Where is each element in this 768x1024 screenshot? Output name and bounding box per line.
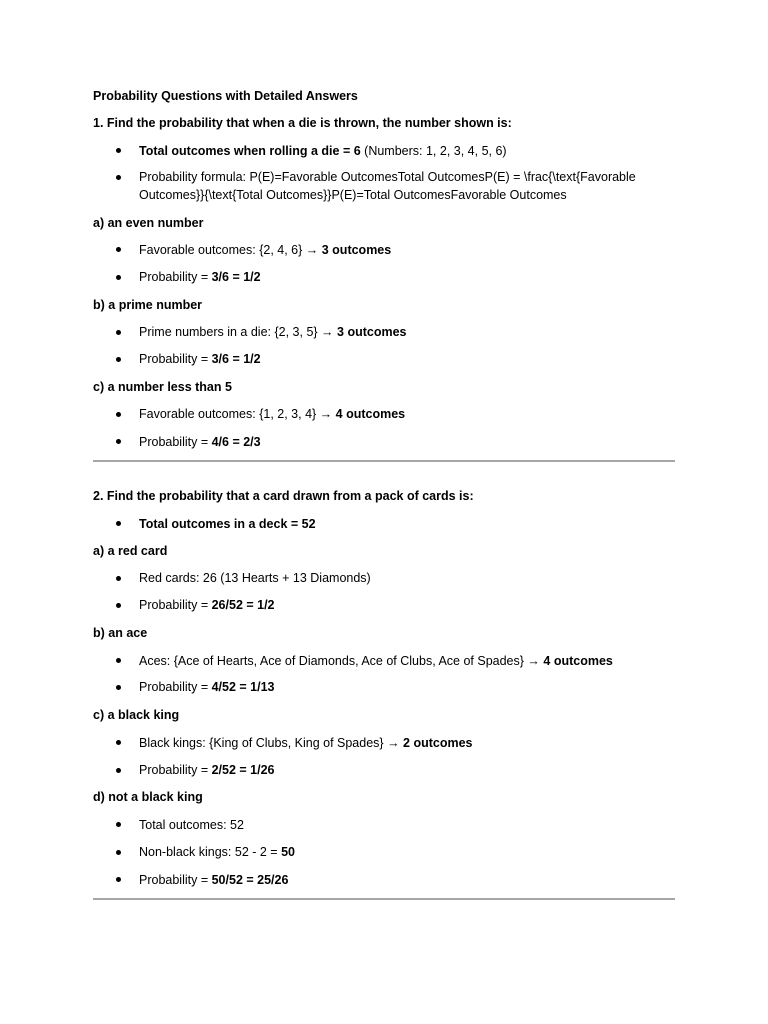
- q2-b-fav-bold: 4 outcomes: [543, 654, 613, 668]
- q1-b-fav-bold: 3 outcomes: [337, 325, 407, 339]
- q1-a-fav-bold: 3 outcomes: [321, 243, 392, 257]
- bullet-icon: [116, 357, 121, 362]
- q2-a-prob-bold: 26/52 = 1/2: [211, 598, 275, 612]
- q1-a-prob-text: Probability =: [139, 270, 212, 284]
- q2-b-fav-text: Aces: {Ace of Hearts, Ace of Diamonds, Ace of Clubs, Ace of Spades} →: [139, 654, 544, 668]
- bullet-icon: [116, 822, 121, 827]
- question-2-heading: 2. Find the probability that a card drawn from a pack of cards is:: [93, 489, 474, 503]
- q1-formula-line-1: Probability formula: P(E)=Favorable OutcomesTotal OutcomesP(E) = \frac{\text{Favorable: [139, 170, 636, 184]
- bullet-icon: [116, 685, 121, 690]
- q2-a-favorable: Red cards: 26 (13 Hearts + 13 Diamonds): [139, 571, 371, 585]
- bullet-icon: [116, 603, 121, 608]
- q1-c-fav-bold: 4 outcomes: [335, 407, 406, 421]
- q1-b-favorable: [139, 323, 407, 341]
- q1-total-outcomes: [139, 142, 507, 160]
- q1-formula-line-2: Outcomes}}{\text{Total Outcomes}}P(E)=Total OutcomesFavorable Outcomes: [139, 188, 567, 202]
- q2-c-heading: c) a black king: [93, 708, 180, 722]
- q2-d-prob-text: Probability =: [139, 873, 212, 887]
- bullet-icon: [116, 850, 121, 855]
- bullet-icon: [116, 175, 121, 180]
- q1-c-prob-text: Probability =: [139, 435, 212, 449]
- q1-b-prob-bold: 3/6 = 1/2: [211, 352, 261, 366]
- q2-b-prob-bold: 4/52 = 1/13: [211, 680, 275, 694]
- document-title: Probability Questions with Detailed Answers: [93, 89, 358, 103]
- bullet-icon: [116, 576, 121, 581]
- q2-total-bold: Total outcomes in a deck = 52: [139, 517, 316, 531]
- q2-a-heading: a) a red card: [93, 544, 168, 558]
- bullet-icon: [116, 768, 121, 773]
- q1-b-heading: b) a prime number: [93, 298, 203, 312]
- bullet-icon: [116, 247, 121, 252]
- q2-c-favorable: [139, 734, 473, 752]
- bullet-icon: [116, 877, 121, 882]
- q1-a-probability: [139, 268, 261, 286]
- bullet-icon: [116, 658, 121, 663]
- bullet-icon: [116, 439, 121, 444]
- q1-a-heading: a) an even number: [93, 216, 204, 230]
- q2-d-probability: [139, 871, 288, 889]
- q2-a-probability: [139, 596, 275, 614]
- q2-d-non-black-kings: [139, 843, 295, 861]
- bullet-icon: [116, 740, 121, 745]
- q2-a-prob-text: Probability =: [139, 598, 212, 612]
- q1-a-prob-bold: 3/6 = 1/2: [211, 270, 261, 284]
- q2-d-heading: d) not a black king: [93, 790, 203, 804]
- q1-c-prob-bold: 4/6 = 2/3: [211, 435, 261, 449]
- q2-b-probability: [139, 678, 275, 696]
- q2-c-prob-text: Probability =: [139, 763, 212, 777]
- q2-c-prob-bold: 2/52 = 1/26: [211, 763, 275, 777]
- q2-c-probability: [139, 761, 275, 779]
- q2-d-non-text: Non-black kings: 52 - 2 =: [139, 845, 282, 859]
- q1-b-fav-text: Prime numbers in a die: {2, 3, 5} →: [139, 325, 338, 339]
- q1-total-bold: Total outcomes when rolling a die = 6: [139, 144, 361, 158]
- section-divider: [93, 898, 675, 900]
- q2-total-outcomes: [139, 515, 316, 533]
- q2-b-favorable: [139, 652, 613, 670]
- q1-a-favorable: [139, 241, 391, 259]
- q1-b-prob-text: Probability =: [139, 352, 212, 366]
- q1-c-heading: c) a number less than 5: [93, 380, 232, 394]
- q2-b-heading: b) an ace: [93, 626, 148, 640]
- q1-c-fav-text: Favorable outcomes: {1, 2, 3, 4} →: [139, 407, 336, 421]
- q1-c-probability: [139, 433, 261, 451]
- q2-b-prob-text: Probability =: [139, 680, 212, 694]
- q1-b-probability: [139, 350, 261, 368]
- q2-d-prob-bold: 50/52 = 25/26: [211, 873, 289, 887]
- bullet-icon: [116, 412, 121, 417]
- bullet-icon: [116, 148, 121, 153]
- bullet-icon: [116, 275, 121, 280]
- q2-c-fav-text: Black kings: {King of Clubs, King of Spades} →: [139, 736, 404, 750]
- question-1-heading: 1. Find the probability that when a die is thrown, the number shown is:: [93, 116, 512, 130]
- q1-total-rest: (Numbers: 1, 2, 3, 4, 5, 6): [360, 144, 507, 158]
- section-divider: [93, 460, 675, 462]
- bullet-icon: [116, 521, 121, 526]
- q2-c-fav-bold: 2 outcomes: [403, 736, 473, 750]
- q2-d-non-bold: 50: [281, 845, 295, 859]
- q1-a-fav-text: Favorable outcomes: {2, 4, 6} →: [139, 243, 322, 257]
- bullet-icon: [116, 330, 121, 335]
- q2-d-total: Total outcomes: 52: [139, 818, 244, 832]
- q1-c-favorable: [139, 405, 405, 423]
